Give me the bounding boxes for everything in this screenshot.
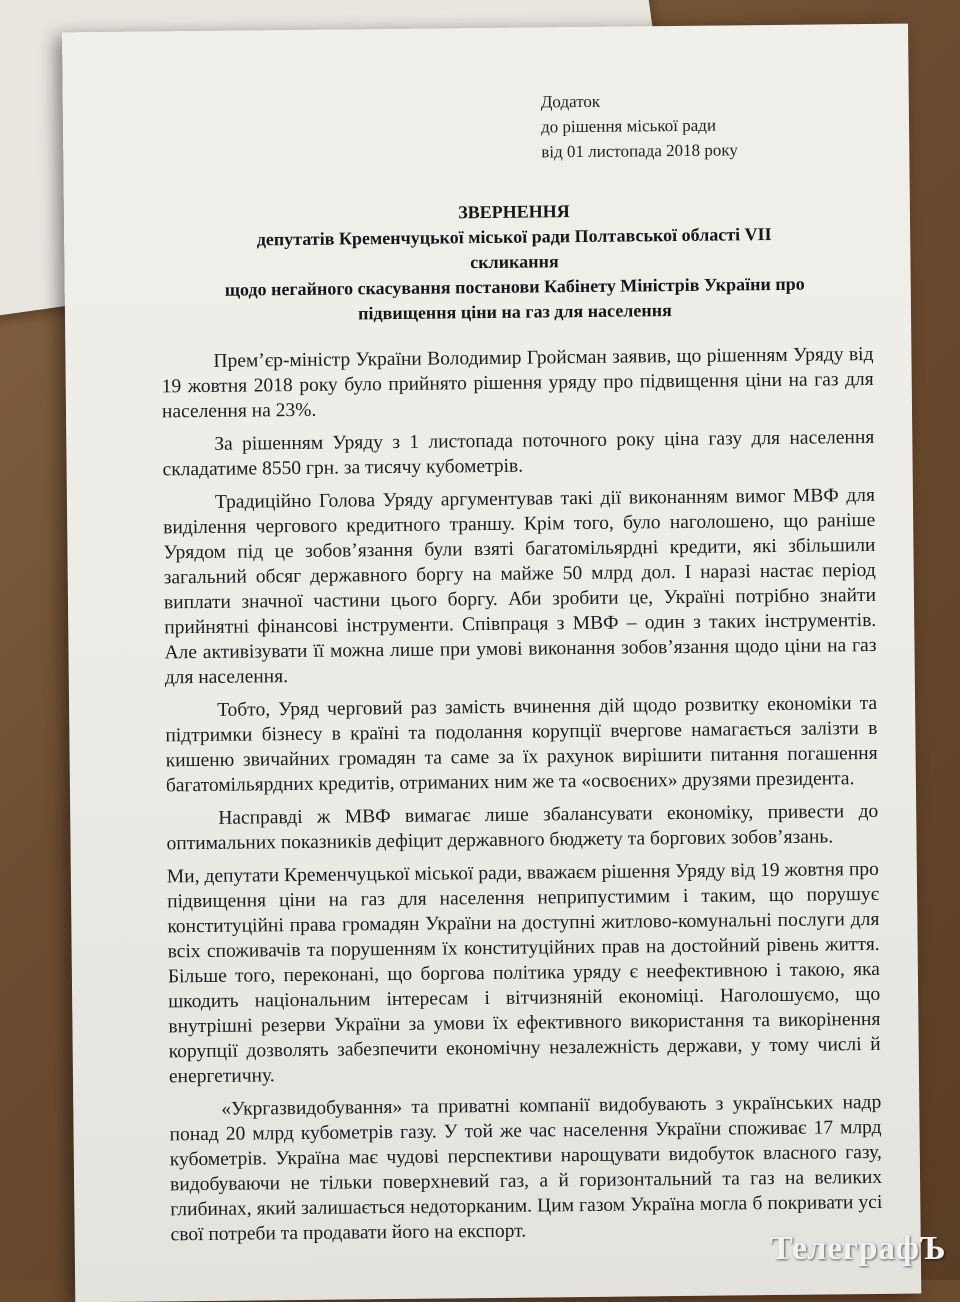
title-line: щодо негайного скасування постанови Кабінету Міністрів України про: [224, 273, 805, 300]
paragraph: «Укргазвидобування» та приватні компанії видобувають з українських надр понад 20 млрд кубометрів газу. У той же час населення України споживає 17 млрд кубометрів. Україна має чудові перспективи нарощувати видобуток власного газу, видобуваючи не тільки поверхневий газ, а й горизонтальний та газ на великих глибинах, який залишається недоторканим. Цим газом Україна могла б покривати усі свої потреби та продавати його на експорт.: [169, 1091, 883, 1246]
addendum-line: до рішення міської ради: [540, 115, 717, 137]
title-line: депутатів Кременчуцької міської ради Полтавської області VII: [256, 224, 772, 250]
title-line: скликання: [470, 251, 559, 273]
paragraph: Прем’єр-міністр України Володимир Гройсман заявив, що рішенням Уряду від 19 жовтня 2018 року було прийнято рішення уряду про підвищення ціни на газ для населення на 23%.: [161, 343, 874, 423]
paragraph: Насправді ж МВФ вимагає лише збалансувати економіку, привести до оптимальних показників дефіцит державного бюджету та боргових зобов’язань.: [166, 800, 879, 855]
title-heading: ЗВЕРНЕННЯ: [458, 201, 570, 223]
telegraf-watermark: ТелеграфЪ: [769, 1230, 946, 1267]
document-body: [161, 342, 882, 1255]
document-page: [62, 24, 921, 1302]
document-title: [134, 196, 895, 329]
paragraph: Традиційно Голова Уряду аргументував такі дії виконанням вимог МВФ для виділення чергового кредитного траншу. Крім того, було наголошено, що раніше Урядом під це зобов’язання були взяті багатомільярдні кредити, які збільшили загальний обсяг державного боргу на майже 50 млрд дол. І наразі настає період виплати значної частини цього боргу. Аби зробити це, Україні потрібно знайти прийнятні фінансові інструменти. Співпраця з МВФ – один з таких інструментів. Але активізувати її можна лише при умові виконання зобов’язання щодо ціни на газ для населення.: [163, 484, 877, 689]
addendum-line: від 01 листопада 2018 року: [541, 140, 738, 162]
title-line: підвищення ціни на газ для населення: [358, 300, 672, 324]
addendum-line: Додаток: [540, 91, 601, 112]
paragraph: Ми, депутати Кременчуцької міської ради, вважаєм рішення Уряду від 19 жовтня про підвищення ціни на газ для населення неприпустимим і таким, що порушує конституційні права громадян України на доступні житлово-комунальні послуги для всіх споживачів та порушенням їх конституційних прав на достойний рівень життя. Більше того, переконані, що боргова політика уряду є неефективною і такою, яка шкодить національним інтересам і вітчизняній економіці. Наголошуємо, що внутрішні резерви України за умови їх ефективного використання та викорінення корупції дозволять забезпечити економічну незалежність держави, у тому числі й енергетичну.: [166, 858, 881, 1088]
paragraph: За рішенням Уряду з 1 листопада поточного року ціна газу для населення складатиме 8550 грн. за тисячу кубометрів.: [162, 426, 875, 481]
paragraph: Тобто, Уряд черговий раз замість вчинення дій щодо розвитку економіки та підтримки бізнесу в країні та подолання корупції вчергове намагається залізти в кишеню звичайних громадян та саме за їх рахунок вирішити питання погашення багатомільярдних кредитів, отриманих ним же та «освоєних» друзями президента.: [165, 692, 878, 797]
addendum-note: [541, 87, 738, 164]
